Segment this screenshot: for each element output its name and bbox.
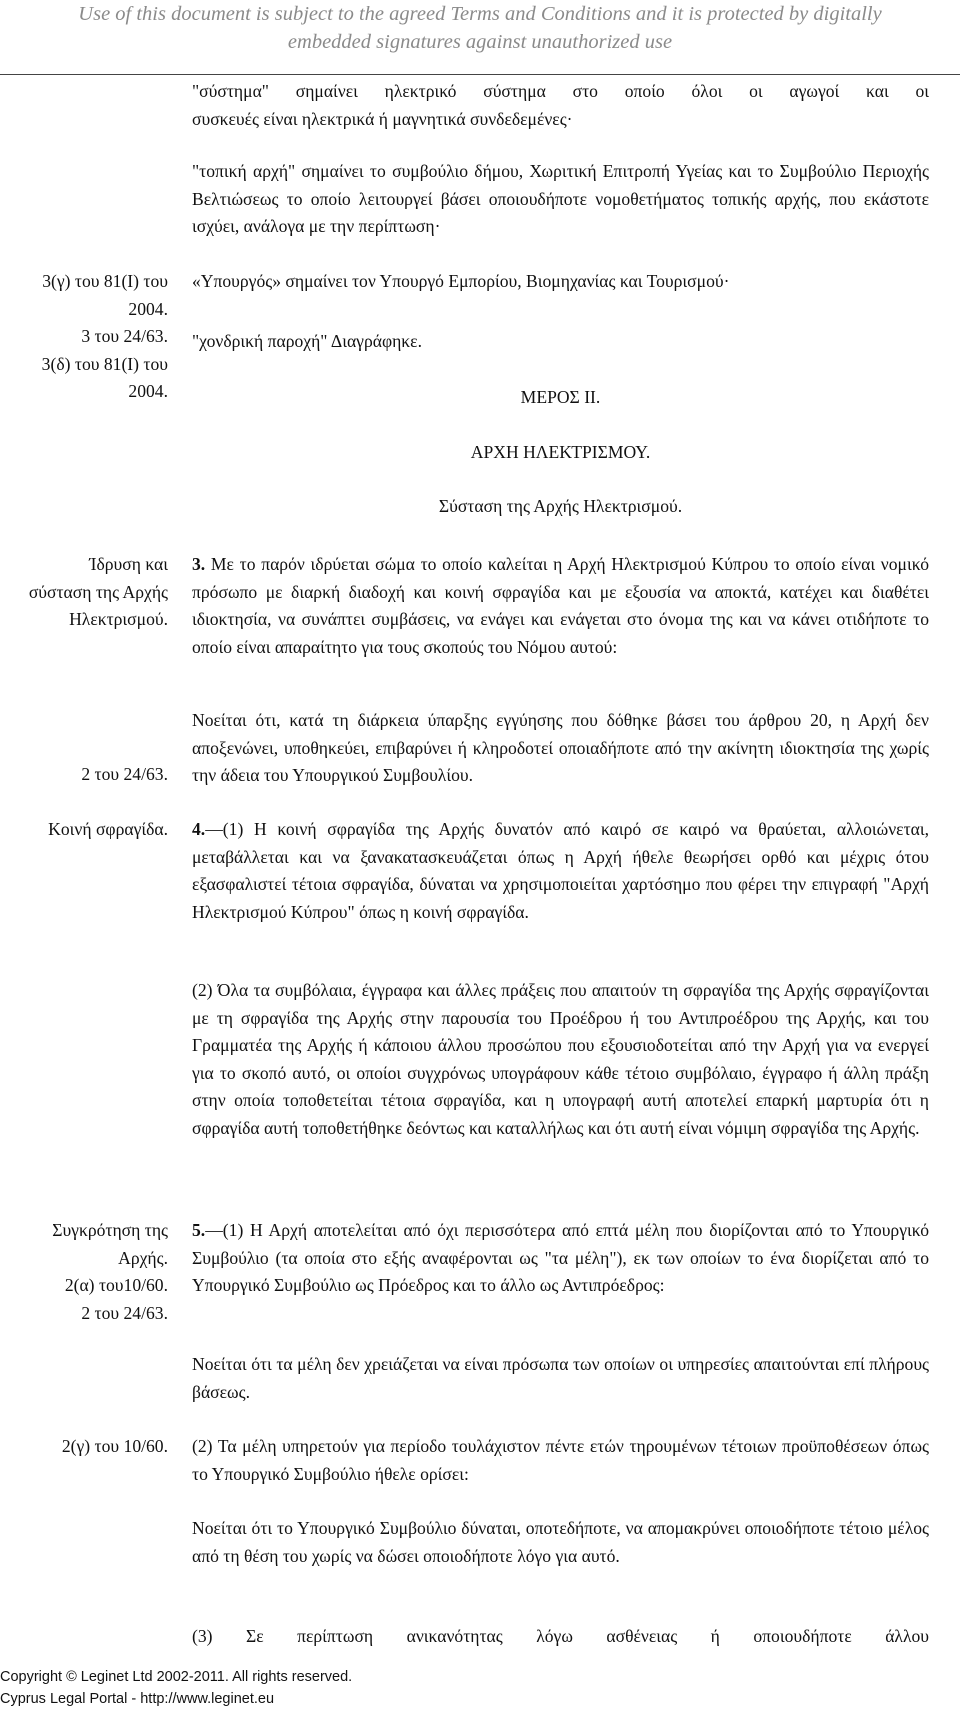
section-5-2: (2) Τα μέλη υπηρετούν για περίοδο τουλάχιστον πέντε ετών τηρουμένων τέτοιων προϋποθέσεων όπως το Υπουργικό Συμβούλιο ήθελε ορίσει: — [192, 1436, 929, 1484]
definition-wholesale-supply: "χονδρική παροχή" Διαγράφηκε. — [192, 331, 422, 351]
margin-ref: 2 του 24/63. — [81, 764, 168, 784]
margin-ref: 3 του 24/63. — [81, 326, 168, 346]
section-number: 5. — [192, 1220, 206, 1240]
margin-common-seal: Κοινή σφραγίδα. — [48, 819, 168, 839]
section-number: 4. — [192, 819, 206, 839]
copyright-footer — [0, 1666, 352, 1710]
section-5-proviso: Νοείται ότι τα μέλη δεν χρειάζεται να είναι πρόσωπα των οποίων οι υπηρεσίες απαιτούνται επί πλήρους βάσεως. — [192, 1354, 929, 1402]
header-divider — [0, 74, 960, 75]
usage-notice — [0, 0, 960, 56]
margin-ref: 3(γ) του 81(Ι) του — [42, 271, 168, 291]
copyright-text: Copyright © Leginet Ltd 2002-2011. All rights reserved. — [0, 1669, 353, 1685]
definition-system — [192, 78, 929, 133]
section-5-3: (3) Σε περίπτωση ανικανότητας λόγω ασθένειας ή οποιουδήποτε άλλου — [192, 1626, 929, 1646]
constitution-heading: Σύσταση της Αρχής Ηλεκτρισμού. — [438, 496, 683, 516]
usage-notice-line-1: Use of this document is subject to the agreed Terms and Conditions and it is protected by digitally — [78, 3, 882, 25]
margin-refs-definitions — [8, 268, 168, 406]
authority-heading: ΑΡΧΗ ΗΛΕΚΤΡΙΣΜΟΥ. — [470, 442, 651, 462]
margin-composition: Συγκρότηση της Αρχής. 2(α) του10/60. 2 του 24/63. — [52, 1220, 168, 1323]
margin-ref: 2004. — [128, 298, 168, 319]
margin-establishment: Ίδρυση και σύσταση της Αρχής Ηλεκτρισμού. — [28, 554, 168, 629]
margin-ref: 3(δ) του 81(Ι) του — [41, 353, 168, 374]
definition-minister: «Υπουργός» σημαίνει τον Υπουργό Εμπορίου, Βιομηχανίας και Τουρισμού· — [192, 271, 730, 291]
section-4-1: 4.—(1) Η κοινή σφραγίδα της Αρχής δυνατόν από καιρό σε καιρό να θραύεται, αλλοιώνεται, μεταβάλλεται και να ξανακατασκευάζεται όπως η Αρχή ήθελε θεωρήσει ορθό και μέχρις ότου εξασφαλιστεί τέτοια σφραγίδα, δύναται να χρησιμοποιείται χαρτόσημο που φέρει την επιγραφή "Αρχή Ηλεκτρισμού Κύπρου" όπως η κοινή σφραγίδα. — [192, 819, 929, 922]
definition-system-line-1: "σύστημα" σημαίνει ηλεκτρικό σύστημα στο οποίο όλοι οι αγωγοί και οι — [192, 81, 929, 101]
definition-system-line-2: συσκευές είναι ηλεκτρικά ή μαγνητικά συνδεδεμένες· — [192, 108, 573, 129]
section-4-2: (2) Όλα τα συμβόλαια, έγγραφα και άλλες πράξεις που απαιτούν τη σφραγίδα της Αρχής σφραγίζονται με τη σφραγίδα της Αρχής στην παρουσία του Προέδρου ή του Αντιπροέδρου της Αρχής, και του Γραμματέα της Αρχής ή κάποιου άλλου προσώπου που εξουσιοδοτείται από την Αρχή για να ενεργεί για το σκοπό αυτό, οι οποίοι συγχρόνως υπογράφουν κάθε τέτοιο συμβόλαιο, έγγραφο ή άλλη πράξη στην οποία τοποθετείται τέτοια σφραγίδα, και η υπογραφή αυτή αποτελεί επαρκή μαρτυρία ότι η σφραγίδα αυτή τοποθετήθηκε δεόντως και καταλλήλως και ότι αυτή είναι νόμιμη σφραγίδα της Αρχής. — [192, 980, 929, 1138]
definition-local-authority: "τοπική αρχή" σημαίνει το συμβούλιο δήμου, Χωριτική Επιτροπή Υγείας και το Συμβούλιο Περιοχής Βελτιώσεως το οποίο λειτουργεί βάσει οποιουδήποτε νομοθετήματος τοπικής αρχής, που εκάστοτε ισχύει, ανάλογα με την περίπτωση· — [192, 161, 929, 236]
section-3-proviso: Νοείται ότι, κατά τη διάρκεια ύπαρξης εγγύησης που δόθηκε βάσει του άρθρου 20, η Αρχή δεν αποξενώνει, υποθηκεύει, επιβαρύνει ή κληροδοτεί οποιαδήποτε από την ακίνητη ιδιοκτησία της χωρίς την άδεια του Υπουργικού Συμβουλίου. — [192, 710, 929, 785]
part-heading: ΜΕΡΟΣ ΙΙ. — [520, 387, 601, 407]
portal-text: Cyprus Legal Portal - http://www.leginet.eu — [0, 1691, 275, 1707]
section-3: 3. Με το παρόν ιδρύεται σώμα το οποίο καλείται η Αρχή Ηλεκτρισμού Κύπρου το οποίο είναι νομικό πρόσωπο με διαρκή διαδοχή και κοινή σφραγίδα και με εξουσία να αποκτά, κατέχει και διαθέτει ιδιοκτησία, να συνάπτει συμβάσεις, να ενάγει και ενάγεται στο όνομα της και να κάνει οτιδήποτε το οποίο είναι απαραίτητο για τους σκοπούς του Νόμου αυτού: — [192, 554, 929, 657]
margin-ref: 2(γ) του 10/60. — [61, 1436, 168, 1456]
usage-notice-line-2: embedded signatures against unauthorized use — [287, 31, 673, 53]
section-5-2-proviso: Νοείται ότι το Υπουργικό Συμβούλιο δύναται, οποτεδήποτε, να απομακρύνει οποιοδήποτε τέτοιο μέλος από τη θέση του χωρίς να δώσει οποιοδήποτε λόγο για αυτό. — [192, 1518, 929, 1566]
section-5-1: 5.—(1) Η Αρχή αποτελείται από όχι περισσότερα από επτά μέλη που διορίζονται από το Υπουργικό Συμβούλιο (τα οποία στο εξής αναφέρονται ως "τα μέλη"), εκ των οποίων το ένα διορίζεται από το Υπουργικό Συμβούλιο ως Πρόεδρος και το άλλο ως Αντιπρόεδρος: — [192, 1220, 929, 1295]
margin-ref: 2004. — [128, 381, 168, 401]
section-number: 3. — [192, 554, 206, 574]
